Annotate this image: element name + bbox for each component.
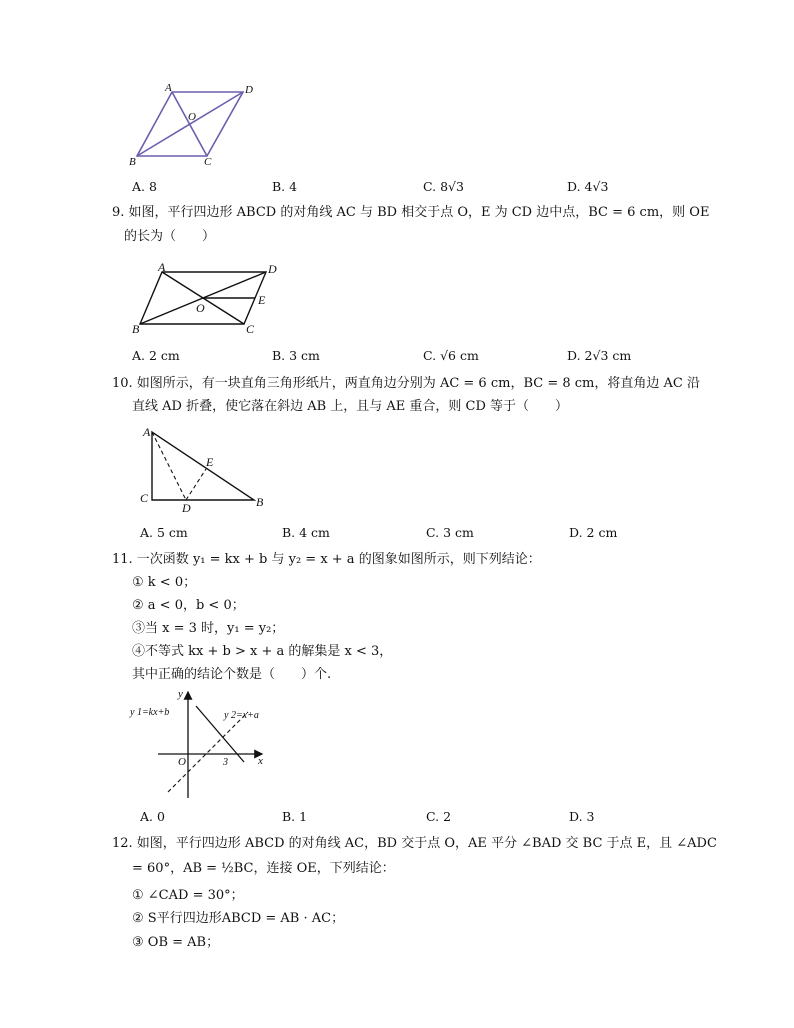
q8-diagonal-bd — [137, 92, 243, 156]
q11-item-3: ③当 x = 3 时，y₁ = y₂； — [132, 621, 285, 636]
q11-figure — [128, 688, 278, 800]
q8-label-a: A — [165, 82, 172, 94]
q10-stem-line1: 10. 如图所示，有一块直角三角形纸片，两直角边分别为 AC = 6 cm，BC = 8 cm，将直角边 AC 沿 — [112, 376, 700, 391]
q10-option-d: D. 2 cm — [569, 525, 618, 540]
q11-stem-last: 其中正确的结论个数是（ ）个. — [132, 667, 332, 682]
q9-label-b: B — [132, 322, 140, 336]
q9-stem-line1: 9. 如图，平行四边形 ABCD 的对角线 AC 与 BD 相交于点 O，E 为 CD 边中点，BC = 6 cm，则 OE — [112, 205, 710, 220]
q11-label-y: y — [178, 688, 183, 700]
q10-right-triangle — [152, 432, 254, 500]
q12-item-2: ② S平行四边形ABCD = AB · AC； — [132, 911, 345, 926]
q11-option-c: C. 2 — [426, 809, 452, 824]
q9-stem-line2: 的长为（ ） — [124, 229, 216, 244]
q8-option-b: B. 4 — [272, 179, 298, 194]
q12-item-3: ③ OB = AB； — [132, 935, 220, 950]
q10-label-a: A — [143, 425, 151, 439]
q10-option-a: A. 5 cm — [140, 525, 188, 540]
q11-item-1: ① k < 0； — [132, 575, 197, 590]
q12-stem-line2: = 60°，AB = ½BC，连接 OE，下列结论： — [132, 861, 395, 876]
q11-label-3: 3 — [223, 757, 228, 768]
q12-stem-line1: 12. 如图，平行四边形 ABCD 的对角线 AC，BD 交于点 O，AE 平分 ∠BAD 交 BC 于点 E，且 ∠ADC — [112, 836, 717, 851]
q12-item-1: ① ∠CAD = 30°； — [132, 888, 244, 903]
q10-fold-line-ad — [152, 432, 186, 500]
q8-label-b: B — [129, 156, 136, 168]
q10-label-b: B — [256, 495, 264, 509]
q11-option-a: A. 0 — [140, 809, 165, 824]
q9-figure — [130, 262, 290, 336]
q9-label-a: A — [158, 262, 166, 274]
q8-option-c: C. 8√3 — [423, 179, 464, 194]
q9-option-a: A. 2 cm — [132, 348, 180, 363]
q10-stem-line2: 直线 AD 折叠，使它落在斜边 AB 上，且与 AE 重合，则 CD 等于（ ） — [132, 399, 569, 414]
q11-label-o: O — [178, 756, 186, 768]
q10-label-e: E — [206, 455, 214, 469]
q8-figure — [125, 82, 265, 168]
q10-figure — [138, 424, 273, 514]
q9-label-c: C — [246, 322, 255, 336]
q10-label-d: D — [182, 501, 191, 514]
q8-option-a: A. 8 — [132, 179, 157, 194]
q9-label-o: O — [196, 301, 205, 315]
q11-label-y1: y 1=kx+b — [130, 707, 170, 718]
q10-option-b: B. 4 cm — [282, 525, 330, 540]
q8-option-d: D. 4√3 — [567, 179, 609, 194]
q8-label-c: C — [204, 156, 212, 168]
q11-item-4: ④不等式 kx + b > x + a 的解集是 x < 3， — [132, 644, 393, 659]
q11-item-2: ② a < 0，b < 0； — [132, 598, 245, 613]
q11-label-y2: y 2=x+a — [224, 710, 259, 721]
q9-label-d: D — [268, 262, 277, 276]
q10-label-c: C — [140, 491, 149, 505]
q11-option-b: B. 1 — [282, 809, 308, 824]
q11-option-d: D. 3 — [569, 809, 595, 824]
q11-label-x: x — [258, 755, 263, 767]
q9-option-b: B. 3 cm — [272, 348, 320, 363]
q9-option-d: D. 2√3 cm — [567, 348, 632, 363]
q8-label-o: O — [188, 111, 196, 123]
q9-label-e: E — [258, 293, 266, 307]
q9-option-c: C. √6 cm — [423, 348, 479, 363]
q10-option-c: C. 3 cm — [426, 525, 474, 540]
q8-label-d: D — [245, 84, 253, 96]
q10-segment-de — [186, 469, 206, 500]
q11-stem-line1: 11. 一次函数 y₁ = kx + b 与 y₂ = x + a 的图象如图所示，则下列结论： — [112, 552, 541, 567]
